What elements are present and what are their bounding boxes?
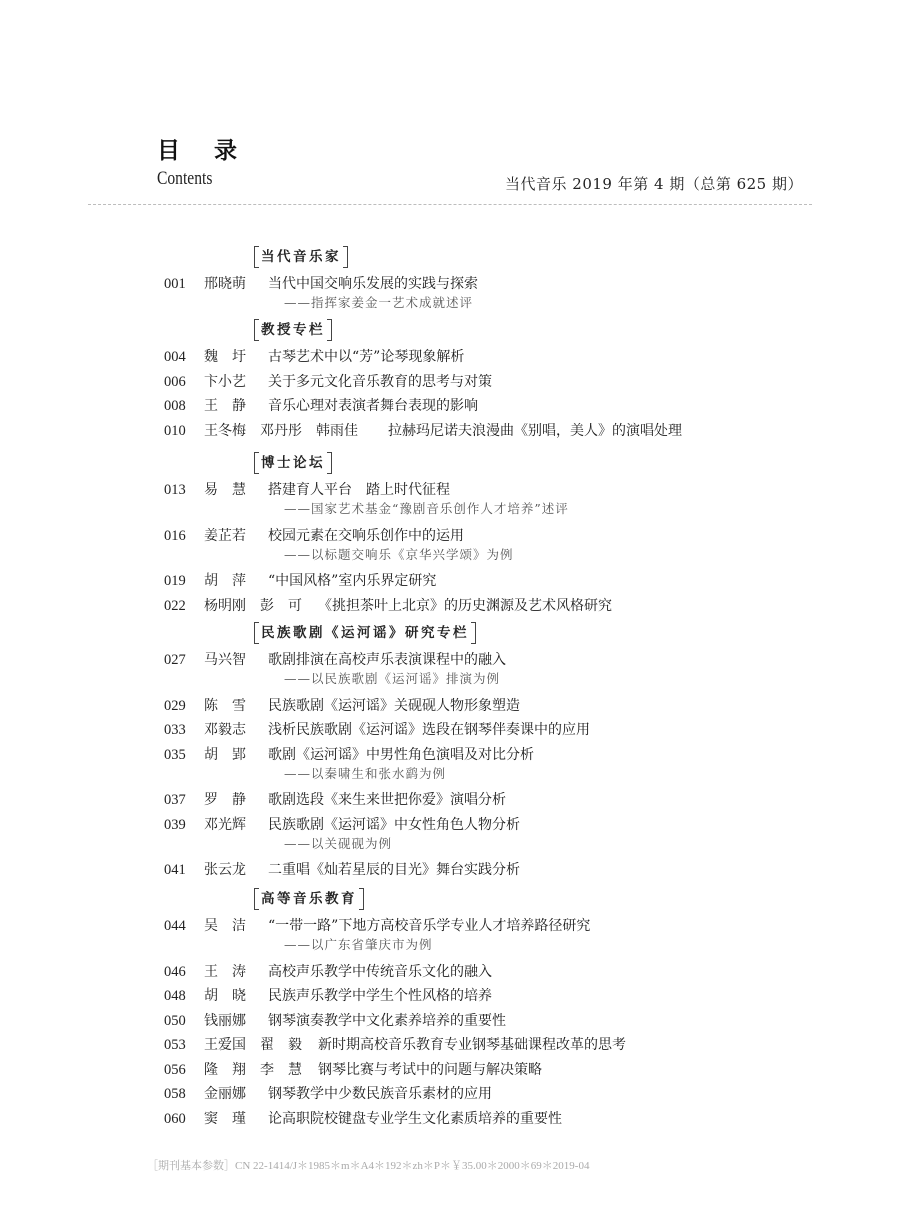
page-number: 029 (164, 697, 186, 714)
entry-author: 魏 圩 (204, 349, 246, 365)
page-number: 050 (164, 1012, 186, 1029)
page-number: 046 (164, 963, 186, 980)
page-number: 013 (164, 482, 186, 498)
entry-title: “中国风格”室内乐界定研究 (268, 573, 437, 589)
entry-title: 论高职院校键盘专业学生文化素质培养的重要性 (268, 1110, 562, 1127)
page-number: 058 (164, 1086, 186, 1102)
page-number: 004 (164, 349, 186, 365)
page-number: 053 (164, 1037, 186, 1053)
entry-subtitle: ——国家艺术基金“豫剧音乐创作人才培养”述评 (284, 501, 569, 516)
section-heading: 民族歌剧《运河谣》研究专栏 (254, 622, 476, 644)
page-number: 035 (164, 746, 186, 763)
entry-subtitle: ——以秦啸生和张水鹞为例 (284, 765, 447, 781)
entry-author: 邓毅志 (204, 722, 246, 738)
page-number: 010 (164, 422, 186, 439)
page-number: 019 (164, 573, 186, 589)
entry-author: 杨明刚 彭 可 (204, 597, 302, 614)
entry-author: 张云龙 (204, 862, 246, 878)
entry-title: 钢琴比赛与考试中的问题与解决策略 (318, 1061, 542, 1078)
entry-author: 罗 静 (204, 792, 246, 808)
issue-info: 当代音乐 2019 年第 4 期（总第 625 期） (505, 175, 803, 193)
entry-title: 拉赫玛尼诺夫浪漫曲《别唱，美人》的演唱处理 (388, 422, 682, 439)
entry-title: 歌剧排演在高校声乐表演课程中的融入 (268, 652, 506, 668)
entry-title: 新时期高校音乐教育专业钢琴基础课程改革的思考 (318, 1037, 626, 1053)
section-heading: 教授专栏 (254, 319, 332, 341)
entry-author: 邢晓萌 (204, 276, 246, 292)
page-number: 033 (164, 722, 186, 738)
entry-author: 胡 郢 (204, 746, 246, 763)
entry-author: 窦 瑾 (204, 1110, 246, 1127)
entry-author: 邓光辉 (204, 816, 246, 833)
entry-author: 王冬梅 邓丹彤 韩雨佳 (204, 422, 358, 439)
entry-title: 民族声乐教学中学生个性风格的培养 (268, 988, 492, 1004)
entry-author: 卞小艺 (204, 373, 246, 390)
entry-title: 民族歌剧《运河谣》关砚砚人物形象塑造 (268, 697, 520, 714)
page-number: 027 (164, 652, 186, 668)
page-number: 056 (164, 1061, 186, 1078)
page-number: 037 (164, 792, 186, 808)
entry-title: 音乐心理对表演者舞台表现的影响 (268, 398, 478, 414)
entry-author: 胡 萍 (204, 573, 246, 589)
entry-subtitle: ——以民族歌剧《运河谣》排演为例 (284, 671, 501, 686)
entry-author: 胡 晓 (204, 988, 246, 1004)
entry-title: 《挑担茶叶上北京》的历史渊源及艺术风格研究 (318, 597, 612, 614)
page-number: 048 (164, 988, 186, 1004)
page-number: 060 (164, 1110, 186, 1127)
entry-author: 吴 洁 (204, 918, 246, 934)
entry-author: 金丽娜 (204, 1086, 246, 1102)
entry-title: 高校声乐教学中传统音乐文化的融入 (268, 963, 492, 980)
page-number: 041 (164, 862, 186, 878)
entry-title: 民族歌剧《运河谣》中女性角色人物分析 (268, 816, 520, 833)
entry-title: 关于多元文化音乐教育的思考与对策 (268, 373, 492, 390)
entry-subtitle: ——以广东省肇庆市为例 (284, 937, 433, 952)
entry-subtitle: ——以标题交响乐《京华兴学颂》为例 (284, 546, 514, 562)
entry-author: 姜芷若 (204, 527, 246, 544)
entry-title: 当代中国交响乐发展的实践与探索 (268, 276, 478, 292)
page-number: 044 (164, 918, 186, 934)
entry-author: 易 慧 (204, 482, 246, 498)
entry-title: 古琴艺术中以“芳”论琴现象解析 (268, 349, 465, 365)
entry-subtitle: ——以关砚砚为例 (284, 835, 393, 851)
page-number: 016 (164, 527, 186, 544)
section-heading: 高等音乐教育 (254, 888, 364, 910)
entry-title: 歌剧《运河谣》中男性角色演唱及对比分析 (268, 746, 534, 763)
page-number: 001 (164, 276, 186, 292)
entry-title: 钢琴演奏教学中文化素养培养的重要性 (268, 1012, 506, 1029)
entry-title: 歌剧选段《来生来世把你爱》演唱分析 (268, 792, 506, 808)
entry-author: 王爱国 翟 毅 (204, 1037, 302, 1053)
entry-title: 钢琴教学中少数民族音乐素材的应用 (268, 1086, 492, 1102)
header-divider (88, 204, 812, 205)
journal-parameters: ［期刊基本参数］CN 22-1414/J＊1985＊m＊A4＊192＊zh＊P＊￥35.00＊2000＊69＊2019-04 (147, 1160, 590, 1172)
entry-title: 浅析民族歌剧《运河谣》选段在钢琴伴奏课中的应用 (268, 722, 590, 738)
page-title: 目 录 (157, 138, 251, 164)
entry-author: 钱丽娜 (204, 1012, 246, 1029)
entry-title: 二重唱《灿若星辰的目光》舞台实践分析 (268, 862, 520, 878)
page-number: 022 (164, 597, 186, 614)
section-heading: 博士论坛 (254, 452, 332, 474)
page-number: 039 (164, 816, 186, 833)
entry-author: 隆 翔 李 慧 (204, 1061, 302, 1078)
entry-title: 校园元素在交响乐创作中的运用 (268, 527, 464, 544)
page-number: 008 (164, 398, 186, 414)
entry-subtitle: ——指挥家姜金一艺术成就述评 (284, 295, 474, 310)
page-number: 006 (164, 373, 186, 390)
page-title-en: Contents (157, 168, 213, 189)
entry-author: 马兴智 (204, 652, 246, 668)
entry-title: “一带一路”下地方高校音乐学专业人才培养路径研究 (268, 918, 591, 934)
entry-author: 王 静 (204, 398, 246, 414)
entry-author: 陈 雪 (204, 697, 246, 714)
entry-author: 王 涛 (204, 963, 246, 980)
section-heading: 当代音乐家 (254, 246, 348, 268)
entry-title: 搭建育人平台 踏上时代征程 (268, 482, 450, 498)
